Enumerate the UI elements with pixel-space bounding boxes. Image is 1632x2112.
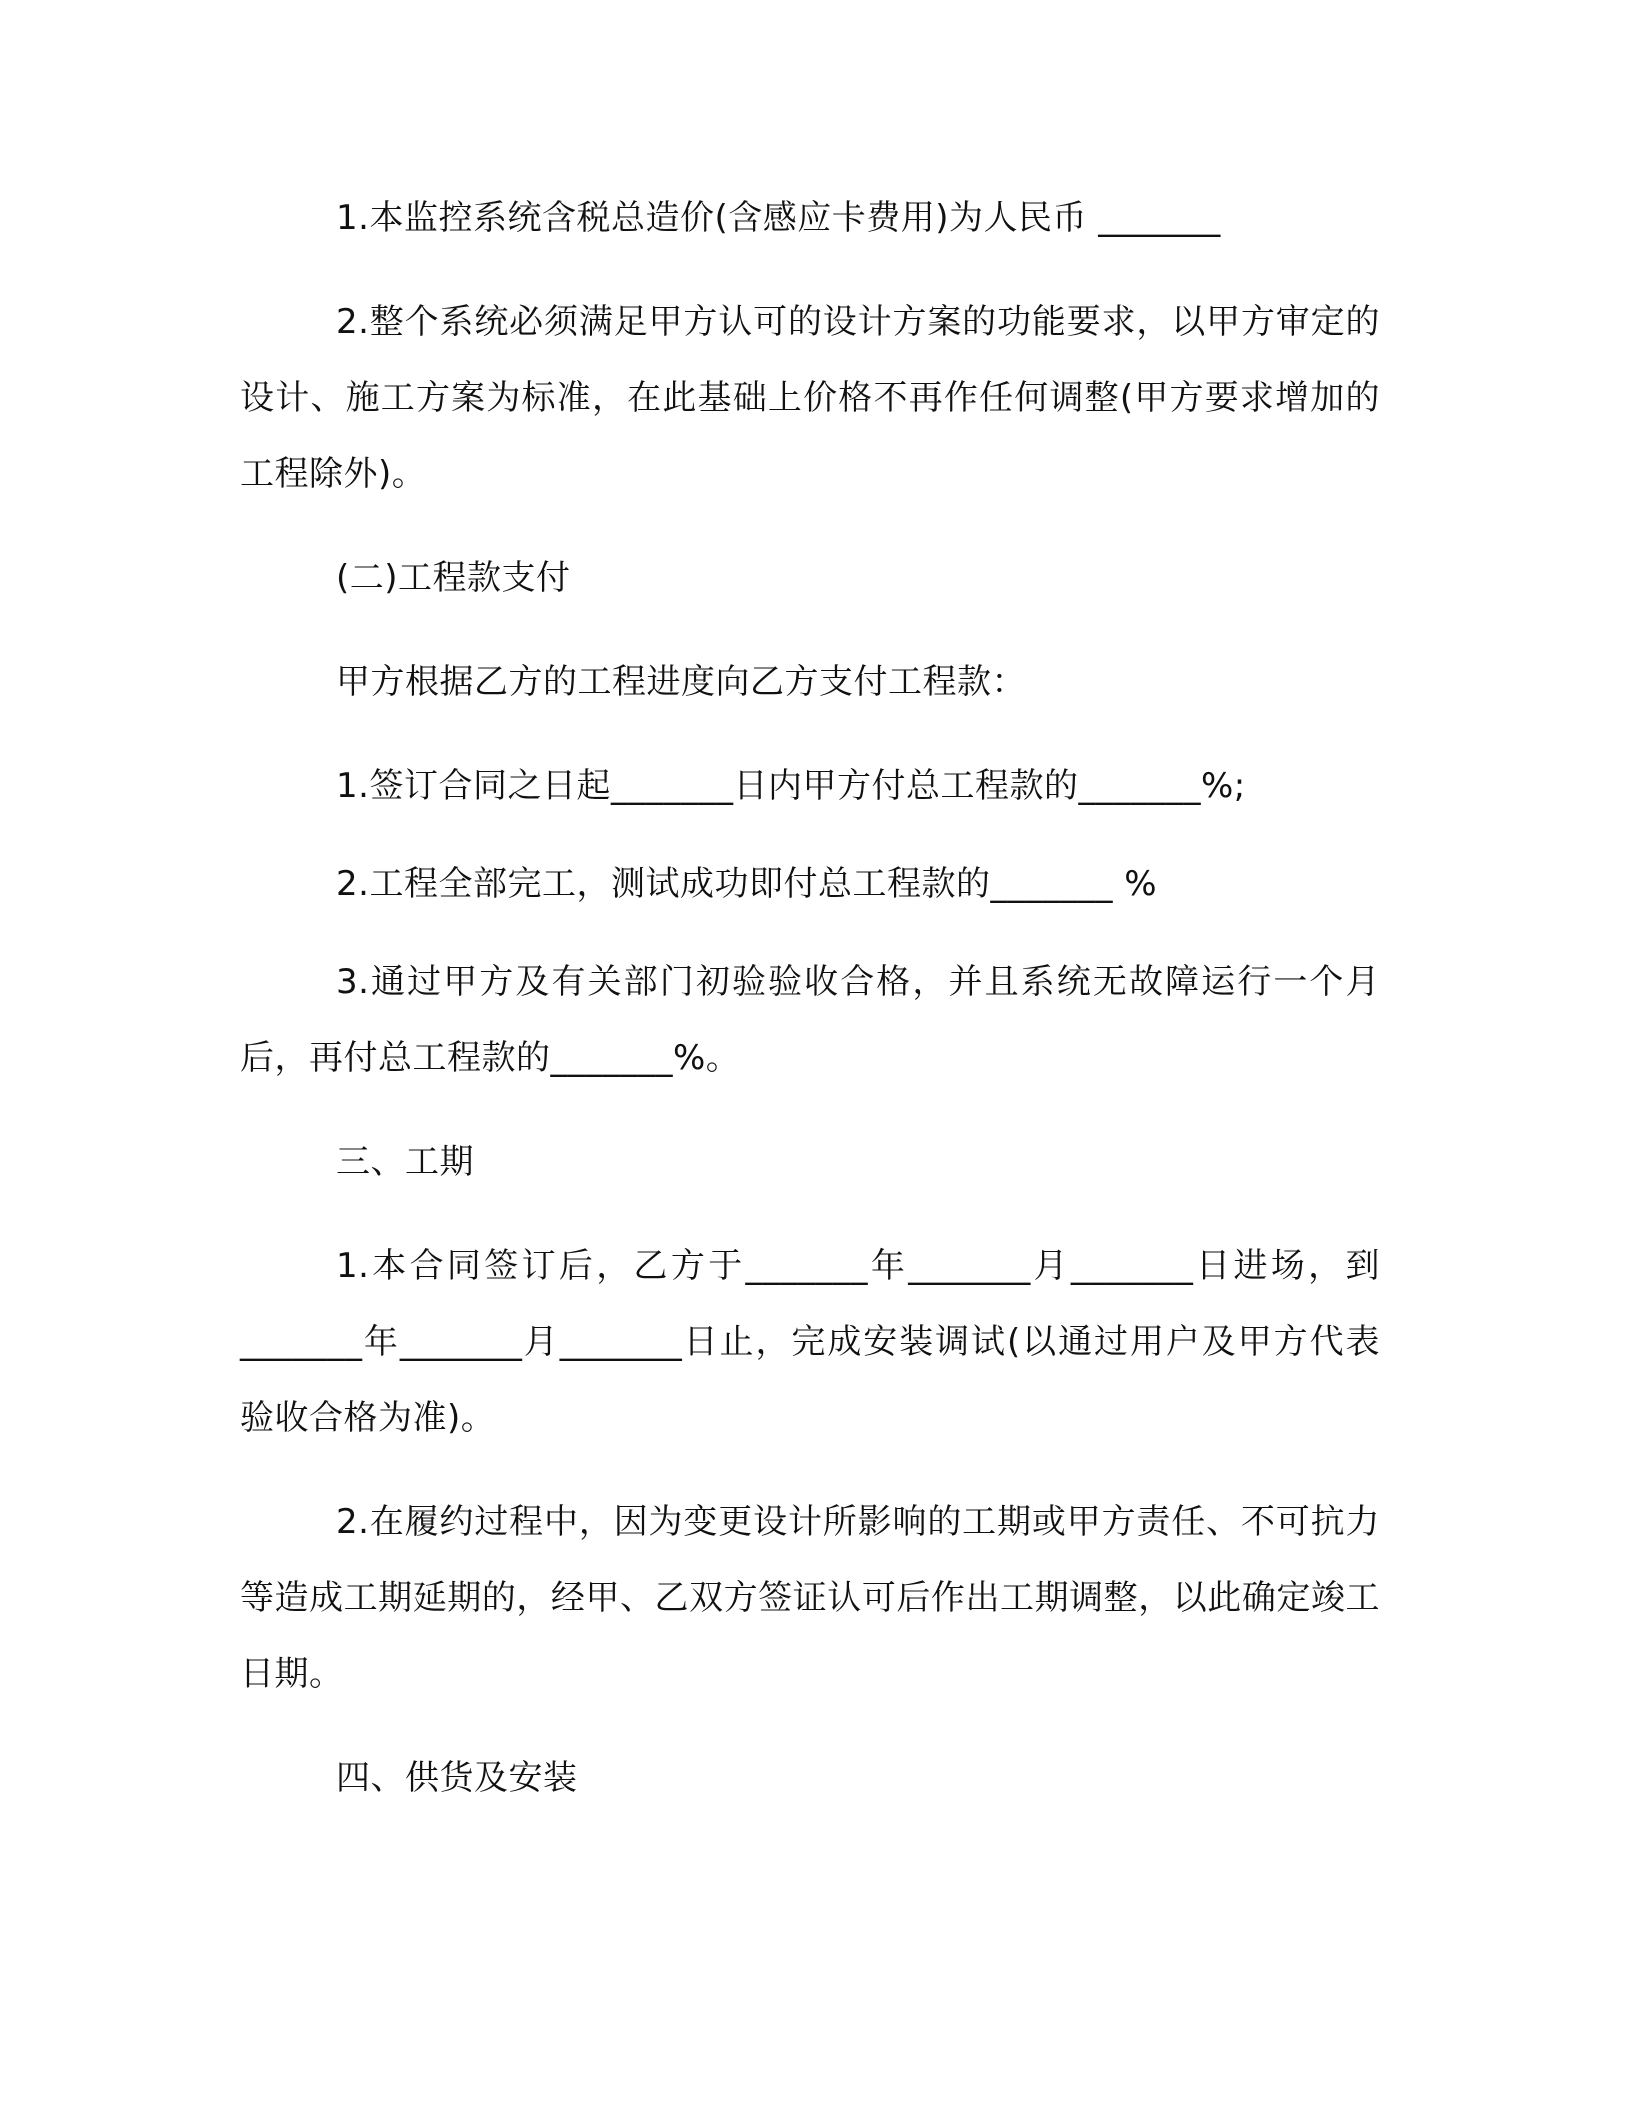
- paragraph-design-requirements: 2.整个系统必须满足甲方认可的设计方案的功能要求，以甲方审定的设计、施工方案为标准，在此基础上价格不再作任何调整(甲方要求增加的工程除外)。: [240, 302, 1380, 494]
- paragraph-schedule-1: 1.本合同签订后，乙方于_______年_______月_______日进场，到_______年_______月_______日止，完成安装调试(以通过用户及甲方代表验收合格为准)。: [240, 1246, 1380, 1438]
- heading-schedule: 三、工期: [336, 1142, 474, 1182]
- paragraph-payment-3: 3.通过甲方及有关部门初验验收合格，并且系统无故障运行一个月后，再付总工程款的_______%。: [240, 962, 1380, 1078]
- heading-supply-installation: 四、供货及安装: [336, 1758, 578, 1798]
- paragraph-schedule-2: 2.在履约过程中，因为变更设计所影响的工期或甲方责任、不可抗力等造成工期延期的，经甲、乙双方签证认可后作出工期调整，以此确定竣工日期。: [240, 1502, 1380, 1694]
- heading-payment: (二)工程款支付: [336, 558, 571, 598]
- paragraph-payment-2: 2.工程全部完工，测试成功即付总工程款的_______ %: [336, 864, 1158, 904]
- paragraph-payment-1: 1.签订合同之日起_______日内甲方付总工程款的_______%;: [336, 766, 1246, 806]
- paragraph-total-price: 1.本监控系统含税总造价(含感应卡费用)为人民币 _______: [336, 198, 1221, 238]
- paragraph-payment-intro: 甲方根据乙方的工程进度向乙方支付工程款：: [336, 662, 1026, 702]
- document-page: [240, 180, 1380, 1816]
